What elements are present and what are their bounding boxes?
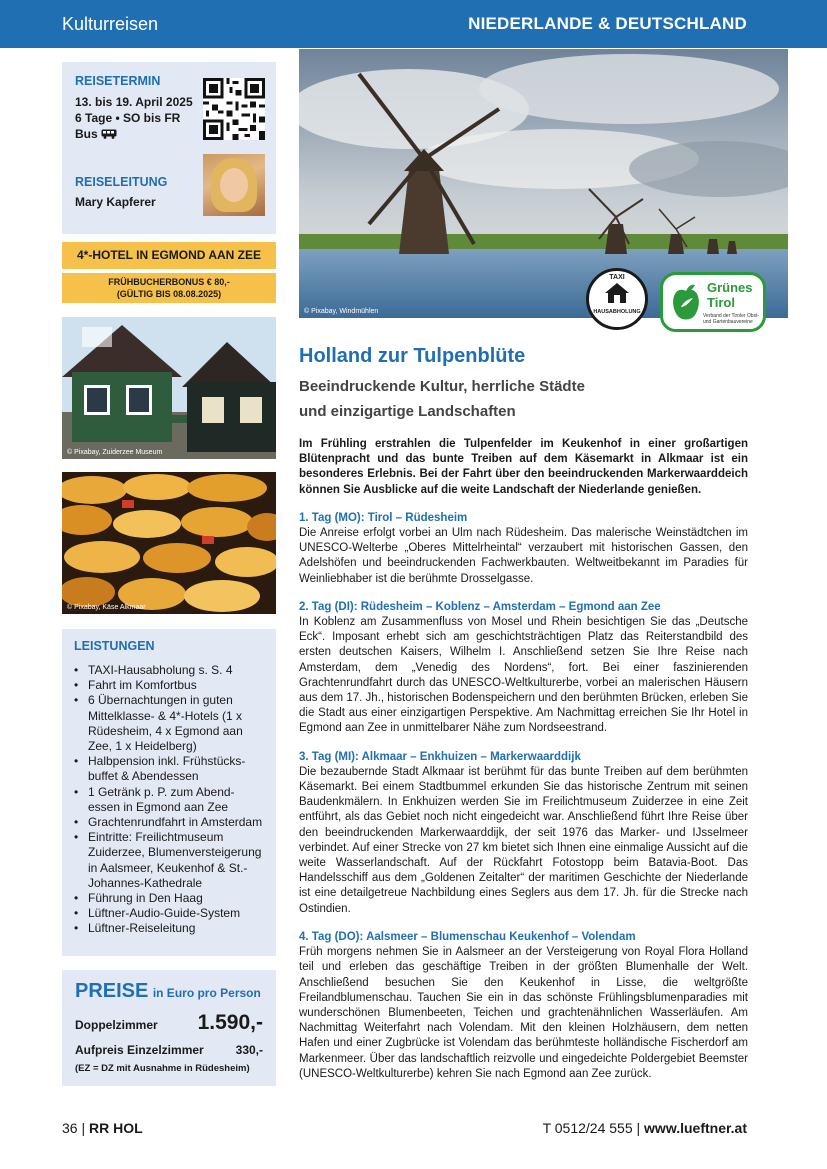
prices-title: PREISE xyxy=(75,980,149,1002)
list-item: • Eintritte: Freilichtmuseum Zuiderzee, Blumenversteigerung in Aalsmeer, Keukenhof & St.-Johannes-Kathedrale xyxy=(74,830,264,891)
region-label: NIEDERLANDE & DEUTSCHLAND xyxy=(468,14,747,33)
transport-label: Bus xyxy=(75,127,98,141)
subtitle-line-2: und einzigartige Landschaften xyxy=(299,403,516,420)
list-item: • 1 Getränk p. P. zum Abend-essen in Egmond aan Zee xyxy=(74,785,264,815)
list-item: • 6 Übernachtungen in guten Mittelklasse- & 4*-Hotels (1 x Rüdesheim, 4 x Egmond aan Zee, 1 x Heidelberg) xyxy=(74,693,264,754)
services-heading: LEISTUNGEN xyxy=(74,639,155,653)
footer-page-info: 36 | RR HOL xyxy=(62,1120,143,1136)
list-item: • Fahrt im Komfortbus xyxy=(74,678,264,693)
list-item: • Halbpension inkl. Frühstücks-buffet & Abendessen xyxy=(74,754,264,784)
price-note: (EZ = DZ mit Ausnahme in Rüdesheim) xyxy=(75,1063,250,1074)
day-heading: 1. Tag (MO): Tirol – Rüdesheim xyxy=(299,511,468,524)
services-list xyxy=(74,663,264,937)
double-room-row xyxy=(75,1011,263,1035)
zuiderzee-museum-photo xyxy=(62,317,276,459)
double-room-label: Doppelzimmer xyxy=(75,1018,158,1032)
gruenes-label: Grünes xyxy=(707,280,753,295)
list-item: • Lüftner-Reiseleitung xyxy=(74,921,264,936)
hero-photo-credit: © Pixabay, Windmühlen xyxy=(304,308,379,315)
trip-info-box xyxy=(62,62,276,234)
apple-leaf-icon xyxy=(669,283,703,323)
category-label: Kulturreisen xyxy=(62,14,159,34)
tour-leader-name: Mary Kapferer xyxy=(75,195,156,209)
house-icon xyxy=(604,282,630,304)
list-item: • Grachtenrundfahrt in Amsterdam xyxy=(74,815,264,830)
reiseleitung-heading: REISELEITUNG xyxy=(75,175,168,189)
page-title: Holland zur Tulpenblüte xyxy=(299,345,526,367)
prices-subtitle: in Euro pro Person xyxy=(152,986,261,1000)
bonus-amount: FRÜHBUCHERBONUS € 80,- xyxy=(108,277,230,287)
early-booking-bonus xyxy=(62,273,276,303)
subtitle-line-1: Beeindruckende Kultur, herrliche Städte xyxy=(299,378,585,395)
day-2 xyxy=(299,600,748,737)
single-room-row xyxy=(75,1043,263,1057)
day-4 xyxy=(299,930,748,1082)
footer-contact: T 0512/24 555 | www.lueftner.at xyxy=(542,1120,747,1136)
day-text: Die Anreise erfolgt vorbei an Ulm nach Rüdesheim. Das malerische Weinstädtchen im UNESCO-Welterbe „Oberes Mittelrheintal“ verzaubert mit historischen Gassen, den Adelshöfen und beeindruckenden Fachwerkbauten. Weltweitbekannt im Paradies für Weinliebhaber ist die berühmte Drosselgasse. xyxy=(299,527,748,585)
cheese-photo-credit: © Pixabay, Käse Alkmaar xyxy=(67,604,146,611)
reisetermin-heading: REISETERMIN xyxy=(75,74,161,88)
zuiderzee-photo-credit: © Pixabay, Zuiderzee Museum xyxy=(67,449,163,456)
services-box xyxy=(62,629,276,956)
itinerary-content xyxy=(299,437,748,1095)
trip-date: 13. bis 19. April 2025 xyxy=(75,95,193,109)
tour-leader-photo xyxy=(203,154,265,216)
double-room-price: 1.590,- xyxy=(197,1011,263,1034)
single-room-label: Aufpreis Einzelzimmer xyxy=(75,1043,204,1057)
day-heading: 4. Tag (DO): Aalsmeer – Blumenschau Keukenhof – Volendam xyxy=(299,930,636,943)
day-text: Früh morgens nehmen Sie in Aalsmeer an der Versteigerung von Royal Flora Holland teil und erleben das geschäftige Treiben in der größten Blumenhalle der Welt. Anschließend besuchen Sie den Keukenhof in Lisse, die weltgrößte Freilandblumenschau. Tauchen Sie ein in das schönste Frühlingsblumenparadies mit wunderschönen Blumenbeeten, Teichen und grachtenähnlichen Wasserläufen. Am Nachmittag Weiterfahrt nach Volendam. Mit den kleinen Holzhäusern, dem netten Hafen und einer Zugbrücke ist Volendam das berühmteste holländische Fischerdorf am Markenmeer. Über das landschaftlich reizvolle und eingedeichte Poldergebiet Beemster (UNESCO-Weltkulturerbe) kehren Sie nach Egmond aan Zee zurück. xyxy=(299,946,748,1080)
page-subtitle xyxy=(299,374,585,424)
day-1 xyxy=(299,511,748,587)
prices-heading xyxy=(75,980,263,1003)
hotel-banner: 4*-HOTEL IN EGMOND AAN ZEE xyxy=(62,242,276,269)
cheese-market-photo xyxy=(62,472,276,614)
day-3 xyxy=(299,750,748,917)
taxi-badge-bottom-text: HAUSABHOLUNG xyxy=(593,309,641,315)
page-number: 36 xyxy=(62,1120,78,1136)
website-link[interactable]: www.lueftner.at xyxy=(644,1120,747,1136)
day-heading: 3. Tag (MI): Alkmaar – Enkhuizen – Markerwaarddijk xyxy=(299,750,581,763)
single-room-price: 330,- xyxy=(235,1043,263,1057)
prices-box xyxy=(62,970,276,1086)
taxi-pickup-badge xyxy=(586,268,648,330)
bonus-validity: (GÜLTIG BIS 08.08.2025) xyxy=(116,289,222,299)
qr-code[interactable] xyxy=(203,78,265,140)
trip-code: RR HOL xyxy=(89,1120,143,1136)
day-heading: 2. Tag (DI): Rüdesheim – Koblenz – Amsterdam – Egmond aan Zee xyxy=(299,600,661,613)
day-text: In Koblenz am Zusammenfluss von Mosel und Rhein besichtigen Sie das „Deutsche Eck“. Imposant erhebt sich am geschichtsträchtigen Platz das Reiterstandbild des ersten deutschen Kaisers, Wilhelm I. Anschließend setzen Sie Ihre Reise nach Amsterdam, dem „Venedig des Nordens“, fort. Bei einer faszinierenden Grachtenrundfahrt durch das UNESCO-Weltkulturerbe, vorbei an malerischen Häusern aus dem 17. Jh., historischen Bodenspeichern und den berühmten Brücken, erleben Sie die Stadt aus einer einzigartigen Perspektive. Am Nachmittag erreichen Sie Ihr Hotel in Egmond aan Zee in unmittelbarer Nähe zum Nordseestrand. xyxy=(299,616,748,735)
gruenes-tirol-subtext: Verband der Tiroler Obst- und Gartenbauvereine xyxy=(703,313,760,325)
intro-paragraph: Im Frühling erstrahlen die Tulpenfelder im Keukenhof in einer großartigen Blütenpracht und das bunte Treiben auf dem Käsemarkt in Alkmaar ist ein besonderes Erlebnis. Bei der Fahrt über den beeindruckenden Markerwaarddeich können Sie Ausblicke auf die weite Landschaft der Niederlande genießen. xyxy=(299,438,748,496)
tirol-label: Tirol xyxy=(707,295,735,310)
gruenes-tirol-badge xyxy=(660,272,766,332)
header-bar xyxy=(0,0,827,48)
trip-duration: 6 Tage • SO bis FR xyxy=(75,111,181,125)
bus-icon xyxy=(101,129,117,139)
list-item: • Führung in Den Haag xyxy=(74,891,264,906)
phone-number[interactable]: T 0512/24 555 xyxy=(542,1120,633,1136)
list-item: • TAXI-Hausabholung s. S. 4 xyxy=(74,663,264,678)
taxi-badge-top-text: TAXI xyxy=(609,274,625,281)
day-text: Die bezaubernde Stadt Alkmaar ist berühmt für das bunte Treiben auf dem berühmten Käsemarkt. Bei einem Stadtbummel erkunden Sie das historische Zentrum mit seinen Baudenkmälern. In Enkhuizen werden Sie im Freilichtmuseum Zuiderzee in eine Zeit entführt, als das Gebiet noch nicht eingedeicht war. Anschließend führt Ihre Reise über den beeindruckenden Markerwaarddijk, der seit 1976 das Marker- und IJsselmeer verbindet. Auf einer Strecke von 27 km bietet sich Ihnen eine einmalige Aussicht auf die weite Wasserlandschaft. Auf der Rückfahrt Fotostopp beim Batavia-Boot. Das Handelsschiff aus dem „Goldenen Zeitalter“ der maritimen Geschichte der Niederlande ist eine detailgetreue Nachbildung eines Seglers aus dem 17. Jh. für die Strecke nach Ostindien. xyxy=(299,765,748,915)
list-item: • Lüftner-Audio-Guide-System xyxy=(74,906,264,921)
